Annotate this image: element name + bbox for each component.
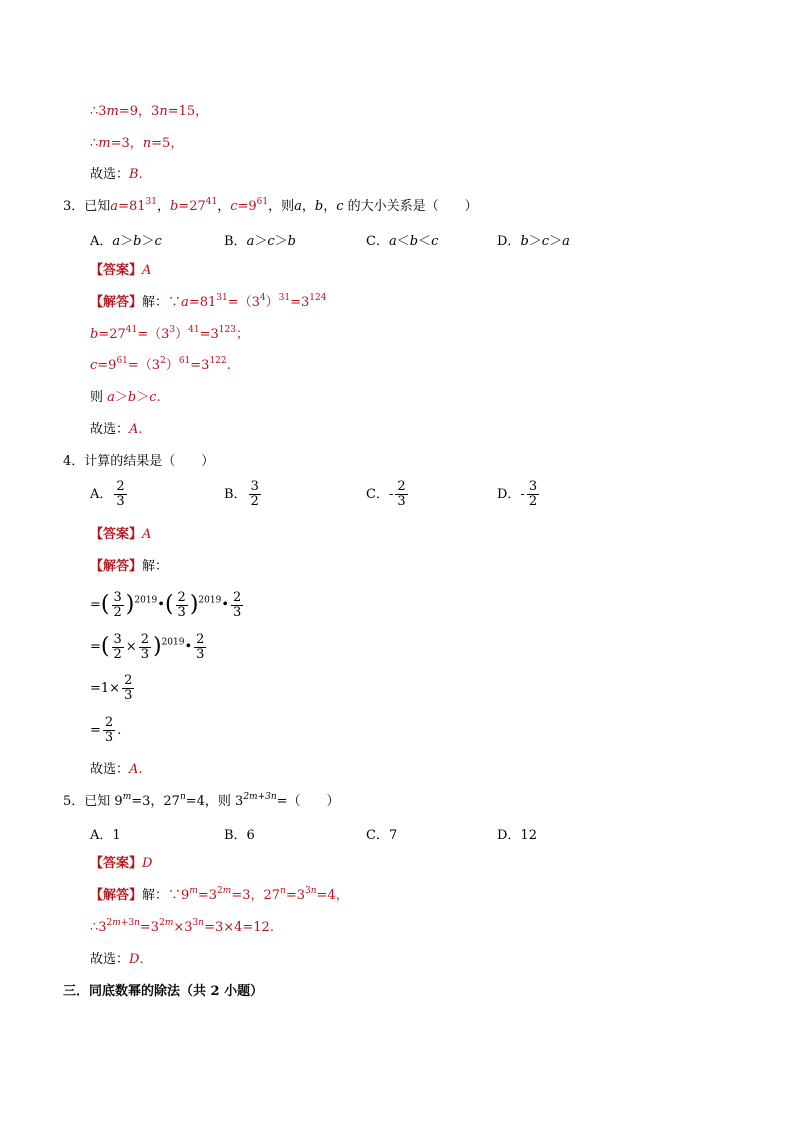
section-title: 三．同底数幂的除法（共 2 小题）	[63, 984, 264, 999]
solution-step: =( $\frac{3}{2}$ )$^{2019}$•( $\frac{2}{3}$ )$^{2019}$• $\frac{2}{3}$	[90, 589, 242, 620]
solution-line: 【解答】解：$\because 9^m=3^{2m}=3$，$27^n=3^{3n}=4$，	[90, 886, 349, 903]
solution-line: ∴m=3，n=5，	[90, 136, 184, 151]
choice-line: 故选：A.	[90, 422, 143, 437]
solution-line: 【解答】解：$\because a=81^{31}=(3^4)^{31}=3^{124}$	[90, 293, 327, 310]
option-d: D．12	[497, 828, 537, 843]
solution-line: ∴3m=9，3n=15，	[90, 104, 209, 119]
option-c: C．- $\frac{2}{3}$	[366, 479, 406, 509]
solution-step: =1× $\frac{2}{3}$	[90, 673, 133, 703]
solution-step: =( $\frac{3}{2}$ × $\frac{2}{3}$ )$^{2019}$• $\frac{2}{3}$	[90, 631, 205, 662]
option-a: A．1	[90, 828, 121, 843]
choice-line: 故选：B.	[90, 167, 143, 182]
option-d: D．- $\frac{3}{2}$	[497, 479, 538, 509]
question-5-stem: 5．已知 $9^m=3$，$27^n=4$，则 $3^{2m+3n}=$（ ）	[63, 792, 340, 809]
answer-line: 【答案】A	[90, 527, 152, 542]
option-b: B．6	[224, 828, 255, 843]
option-a: A．a＞b＞c	[90, 234, 162, 249]
question-3-stem: 3．已知$a=81^{31}$，$b=27^{41}$，$c=9^{61}$，则a，b，c 的大小关系是（ ）	[63, 197, 478, 214]
solution-line: 则 a＞b＞c.	[90, 390, 161, 405]
solution-line: 【解答】解：	[90, 559, 169, 574]
answer-line: 【答案】D	[90, 856, 153, 871]
solution-line: $\therefore 3^{2m+3n}=3^{2m}\times 3^{3n}=3\times 4=12$.	[90, 918, 274, 935]
option-b: B． $\frac{3}{2}$	[224, 479, 259, 509]
choice-line: 故选：D.	[90, 952, 144, 967]
option-c: C．7	[366, 828, 398, 843]
answer-line: 【答案】A	[90, 263, 152, 278]
solution-line: $b=27^{41}=(3^3)^{41}=3^{123}$；	[90, 325, 249, 342]
choice-line: 故选：A.	[90, 762, 143, 777]
option-a: A． $\frac{2}{3}$	[90, 479, 125, 509]
solution-step: = $\frac{2}{3}$ .	[90, 715, 122, 745]
option-c: C．a＜b＜c	[366, 234, 439, 249]
question-4-stem: 4．计算的结果是（ ）	[63, 454, 215, 469]
solution-line: $c=9^{61}=(3^2)^{61}=3^{122}$.	[90, 356, 231, 373]
option-d: D．b＞c＞a	[497, 234, 570, 249]
option-b: B．a＞c＞b	[224, 234, 296, 249]
